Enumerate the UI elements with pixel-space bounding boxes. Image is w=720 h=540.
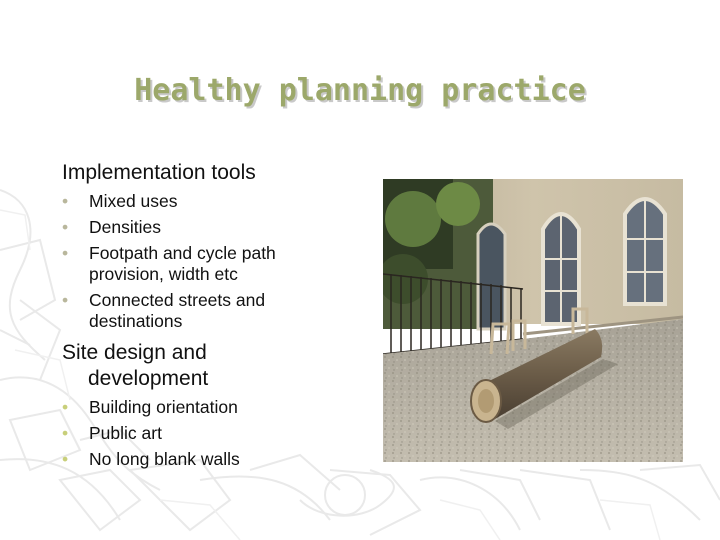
- implementation-tools-list: [62, 191, 312, 337]
- section-heading-implementation-tools: Implementation tools: [62, 161, 256, 184]
- list-item: • Public art: [62, 423, 162, 443]
- section-heading-site-design: [62, 340, 208, 392]
- photo-courtyard-log-bench-icon: [383, 179, 683, 462]
- bullet-icon: •: [62, 397, 69, 417]
- bullet-icon: •: [62, 191, 69, 211]
- list-item: • Footpath and cycle path provision, width etc: [62, 243, 276, 284]
- bullet-icon: •: [62, 243, 69, 263]
- list-item: • Connected streets and destinations: [62, 290, 266, 331]
- list-item: • Building orientation: [62, 397, 238, 417]
- bullet-icon: •: [62, 423, 69, 443]
- site-design-list: [62, 397, 312, 475]
- bullet-icon: •: [62, 290, 69, 310]
- list-item: • No long blank walls: [62, 449, 240, 469]
- heading-line: Site design and: [62, 341, 207, 364]
- slide-title: Healthy planning practice: [134, 73, 586, 108]
- heading-line: development: [88, 367, 209, 390]
- bullet-icon: •: [62, 449, 69, 469]
- courtyard-photo: [383, 179, 683, 462]
- list-item: • Densities: [62, 217, 161, 237]
- bullet-icon: •: [62, 217, 69, 237]
- list-item: • Mixed uses: [62, 191, 178, 211]
